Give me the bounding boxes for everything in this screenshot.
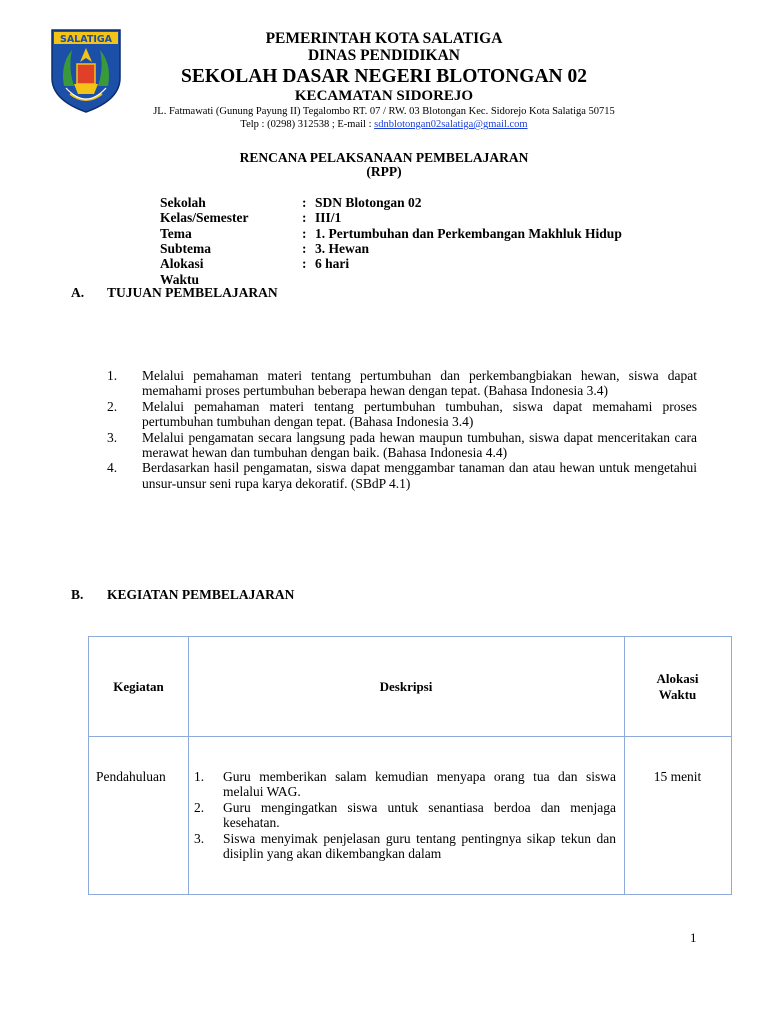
info-label: Sekolah: [160, 195, 206, 210]
info-value: III/1: [315, 210, 342, 226]
info-label: Subtema: [160, 240, 212, 256]
info-separator: :: [302, 225, 307, 241]
table-cell-deskripsi: [194, 769, 616, 861]
table-cell-alokasi: 15 menit: [653, 769, 702, 784]
info-value: 1. Pertumbuhan dan Perkembangan Makhluk Hidup: [315, 225, 622, 241]
section-title: KEGIATAN PEMBELAJARAN: [107, 587, 295, 602]
document-subtitle: (RPP): [366, 164, 402, 179]
table-row-divider: [89, 736, 731, 737]
info-label: Alokasi Waktu: [160, 256, 204, 288]
contact-phone: Telp : (0298) 312538 ; E-mail :: [240, 119, 375, 130]
page-number: 1: [690, 930, 697, 945]
list-item: [107, 399, 697, 430]
table-header-kegiatan: Kegiatan: [113, 679, 164, 694]
info-value: 6 hari: [315, 256, 350, 272]
header-department: DINAS PENDIDIKAN: [307, 47, 460, 64]
activities-table: [88, 636, 732, 895]
info-label: Kelas/Semester: [160, 210, 249, 226]
header-address: JL. Fatmawati (Gunung Payung II) Tegalombo RT. 07 / RW. 03 Blotongan Kec. Sidorejo Kota Salatiga 50715: [153, 106, 615, 117]
section-letter: A.: [71, 285, 85, 300]
list-text: Berdasarkan hasil pengamatan, siswa dapat menggambar tanaman dan atau hewan untuk mengetahui unsur-unsur seni rupa karya dekoratif. (SBdP 4.1): [142, 460, 697, 491]
info-value: 3. Hewan: [315, 240, 369, 256]
list-text: Melalui pemahaman materi tentang pertumbuhan dan perkembangbiakan hewan, siswa dapat memahami proses pertumbuhan beberapa hewan dengan tepat. (Bahasa Indonesia 3.4): [142, 368, 697, 399]
info-separator: :: [302, 240, 307, 256]
list-number: 4.: [107, 460, 118, 476]
list-item: [194, 800, 616, 831]
list-number: 1.: [194, 769, 205, 784]
table-header-deskripsi: Deskripsi: [379, 679, 433, 694]
table-column-divider: [188, 637, 189, 894]
info-separator: :: [302, 195, 307, 210]
section-title: TUJUAN PEMBELAJARAN: [107, 285, 278, 300]
list-text: Guru mengingatkan siswa untuk senantiasa berdoa dan menjaga kesehatan.: [223, 799, 616, 831]
list-text: Melalui pemahaman materi tentang pertumbuhan tumbuhan, siswa dapat memahami proses pertumbuhan tumbuhan dengan tepat. (Bahasa Indonesia 3.4): [142, 398, 697, 430]
list-item: [107, 460, 697, 491]
list-number: 1.: [107, 368, 118, 383]
header-line: Waktu: [658, 687, 697, 702]
header-line: Alokasi: [656, 671, 699, 686]
info-label: Tema: [160, 225, 192, 241]
logo-text: SALATIGA: [59, 34, 113, 45]
email-link[interactable]: sdnblotongan02salatiga@gmail.com: [374, 119, 528, 130]
list-number: 3.: [194, 830, 205, 846]
document-title: RENCANA PELAKSANAAN PEMBELAJARAN: [239, 150, 529, 165]
list-number: 2.: [194, 799, 205, 815]
info-value: SDN Blotongan 02: [315, 195, 422, 210]
header-government: PEMERINTAH KOTA SALATIGA: [265, 30, 503, 47]
list-number: 3.: [107, 429, 118, 445]
list-text: Melalui pengamatan secara langsung pada hewan maupun tumbuhan, siswa dapat menceritakan cara merawat hewan dan tumbuhan dengan baik. (Bahasa Indonesia 4.4): [142, 429, 697, 461]
header-school-name: SEKOLAH DASAR NEGERI BLOTONGAN 02: [181, 66, 587, 87]
list-item: [107, 368, 697, 399]
list-item: [194, 769, 616, 800]
table-header-alokasi: [624, 671, 731, 703]
section-b-heading: [71, 587, 671, 603]
list-text: Siswa menyimak penjelasan guru tentang pentingnya sikap tekun dan disiplin yang akan dikembangkan dalam: [223, 830, 616, 862]
list-item: [107, 430, 697, 461]
section-a-heading: [71, 285, 671, 301]
section-letter: B.: [71, 587, 84, 602]
table-cell-kegiatan: Pendahuluan: [96, 769, 166, 784]
list-text: Guru memberikan salam kemudian menyapa orang tua dan siswa melalui WAG.: [223, 769, 616, 800]
info-separator: :: [302, 210, 307, 226]
objectives-list: [107, 368, 697, 491]
list-number: 2.: [107, 398, 118, 414]
header-contact: [0, 119, 768, 130]
header-district: KECAMATAN SIDOREJO: [294, 88, 474, 104]
list-item: [194, 831, 616, 862]
info-separator: :: [302, 256, 307, 272]
